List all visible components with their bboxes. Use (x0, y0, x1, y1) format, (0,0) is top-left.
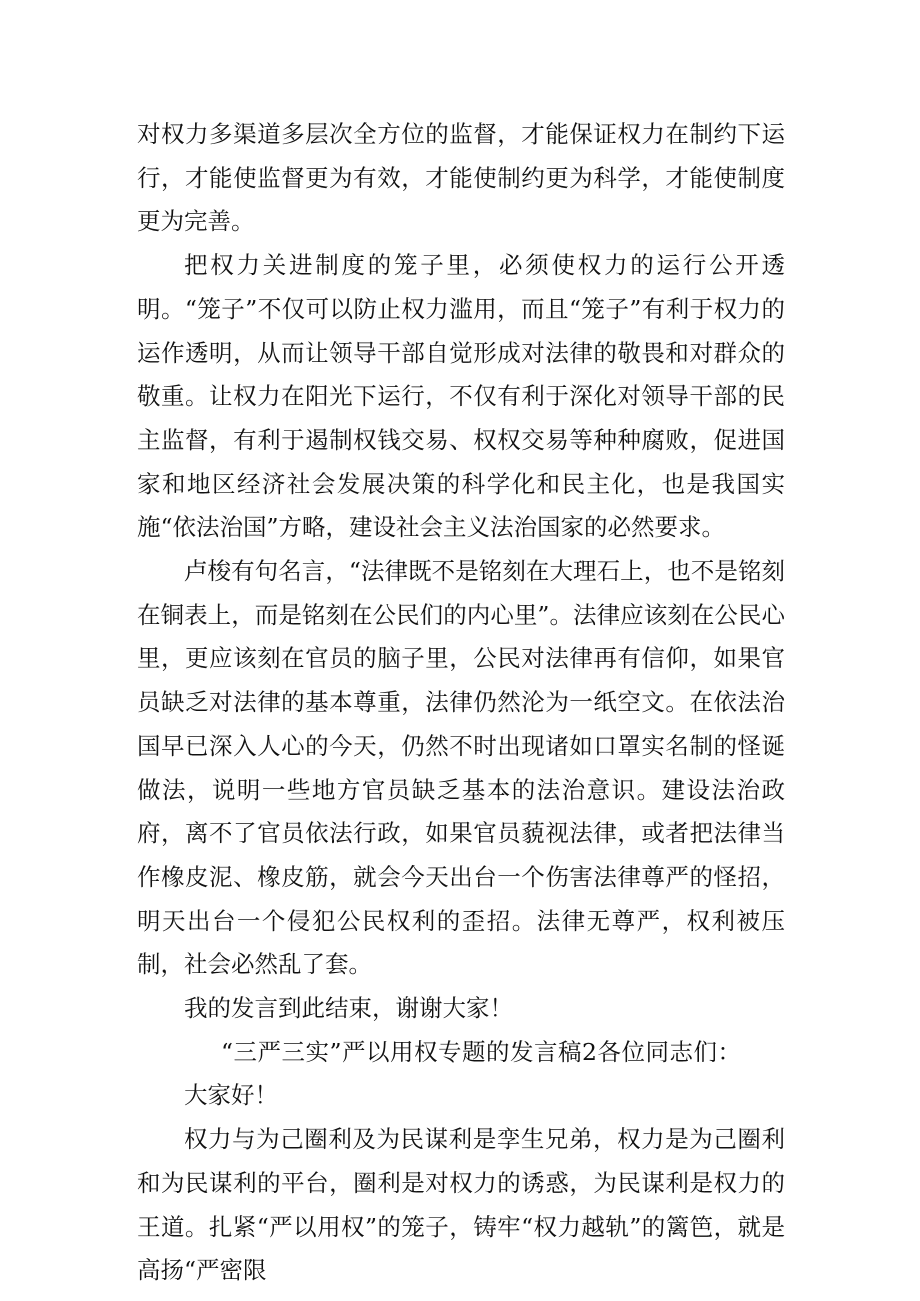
paragraph-3: 卢梭有句名言，“法律既不是铭刻在大理石上，也不是铭刻在铜表上，而是铭刻在公民们的内心里”。法律应该刻在公民心里，更应该刻在官员的脑子里，公民对法律再有信仰，如果官员缺乏对法律的基本尊重，法律仍然沦为一纸空文。在依法治国早已深入人心的今天，仍然不时出现诸如口罩实名制的怪诞做法，说明一些地方官员缺乏基本的法治意识。建设法治政府，离不了官员依法行政，如果官员藐视法律，或者把法律当作橡皮泥、橡皮筋，就会今天出台一个伤害法律尊严的怪招，明天出台一个侵犯公民权利的歪招。法律无尊严，权利被压制，社会必然乱了套。 (137, 557, 785, 979)
document-body (137, 113, 785, 1293)
speech-title-line: “三严三实”严以用权专题的发言稿2各位同志们： (221, 1037, 742, 1066)
greeting: 大家好！ (184, 1081, 278, 1110)
closing-remark: 我的发言到此结束，谢谢大家！ (184, 994, 513, 1023)
paragraph-1: 对权力多渠道多层次全方位的监督，才能保证权力在制约下运行，才能使监督更为有效，才能使制约更为科学，才能使制度更为完善。 (137, 120, 785, 236)
paragraph-2: 把权力关进制度的笼子里，必须使权力的运行公开透明。“笼子”不仅可以防止权力滥用，而且“笼子”有利于权力的运作透明，从而让领导干部自觉形成对法律的敬畏和对群众的敬重。让权力在阳光下运行，不仅有利于深化对领导干部的民主监督，有利于遏制权钱交易、权权交易等种种腐败，促进国家和地区经济社会发展决策的科学化和民主化，也是我国实施“依法治国”方略，建设社会主义法治国家的必然要求。 (137, 251, 785, 542)
paragraph-4: 权力与为己圈利及为民谋利是孪生兄弟，权力是为己圈利和为民谋利的平台，圈利是对权力的诱惑，为民谋利是权力的王道。扎紧“严以用权”的笼子，铸牢“权力越轨”的篱笆，就是高扬“严密限 (137, 1125, 785, 1285)
